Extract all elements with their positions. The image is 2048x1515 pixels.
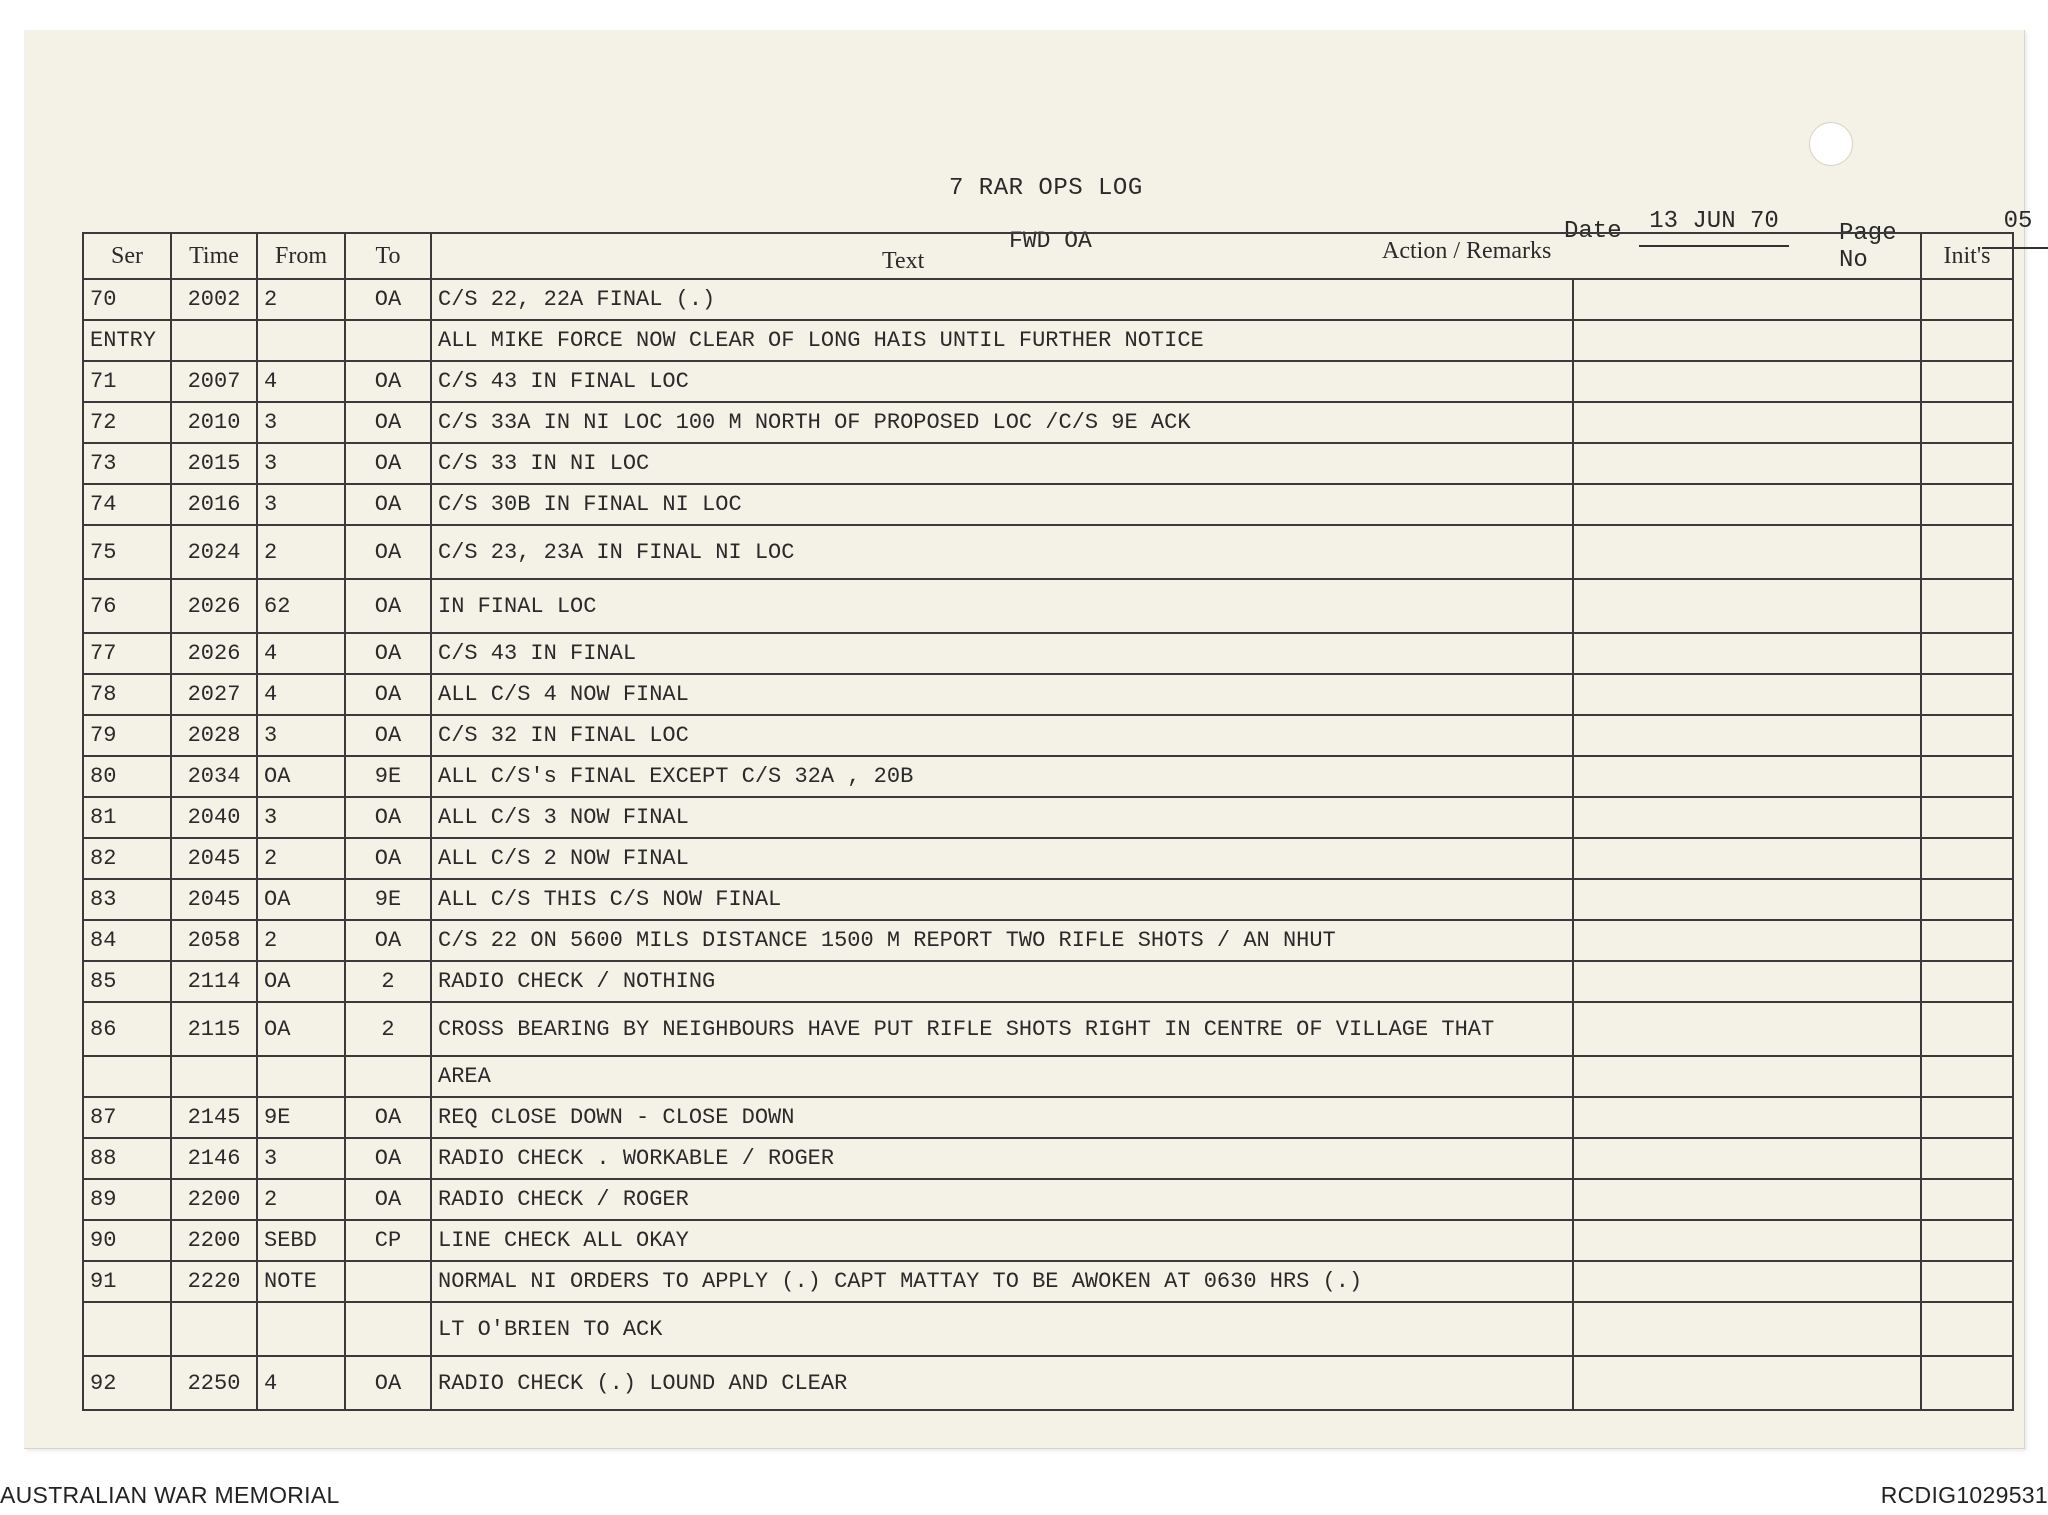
cell-text: C/S 23, 23A IN FINAL NI LOC: [431, 525, 1573, 579]
cell-text: RADIO CHECK (.) LOUND AND CLEAR: [431, 1356, 1573, 1410]
cell-inits: [1921, 279, 2013, 320]
cell-text: CROSS BEARING BY NEIGHBOURS HAVE PUT RIFLE SHOTS RIGHT IN CENTRE OF VILLAGE THAT: [431, 1002, 1573, 1056]
cell-to: CP: [345, 1220, 431, 1261]
cell-time: 2026: [171, 579, 257, 633]
cell-to: [345, 320, 431, 361]
footer-record-id: RCDIG1029531: [1880, 1482, 2048, 1508]
cell-to: [345, 1302, 431, 1356]
cell-action: [1573, 1179, 1921, 1220]
date-value: 13 JUN 70: [1639, 208, 1789, 247]
cell-from: 2: [257, 838, 345, 879]
cell-from: OA: [257, 961, 345, 1002]
punch-hole: [1809, 122, 1853, 166]
date-label: Date: [1564, 218, 1622, 245]
table-row: [83, 525, 2013, 579]
cell-inits: [1921, 361, 2013, 402]
table-row: [83, 879, 2013, 920]
cell-action: [1573, 1002, 1921, 1056]
table-row: [83, 361, 2013, 402]
table-row: [83, 633, 2013, 674]
cell-from: [257, 1056, 345, 1097]
cell-from: 4: [257, 674, 345, 715]
cell-time: 2027: [171, 674, 257, 715]
cell-from: OA: [257, 756, 345, 797]
cell-inits: [1921, 1002, 2013, 1056]
cell-ser: 84: [83, 920, 171, 961]
cell-to: OA: [345, 797, 431, 838]
cell-ser: 71: [83, 361, 171, 402]
cell-to: OA: [345, 579, 431, 633]
cell-time: 2220: [171, 1261, 257, 1302]
header-action: Action / Remarks: [1382, 238, 1552, 264]
cell-time: 2028: [171, 715, 257, 756]
cell-to: OA: [345, 838, 431, 879]
header-text-action: [431, 233, 1921, 279]
table-row: [83, 320, 2013, 361]
document-subtitle: FWD OA: [1009, 228, 1092, 254]
header-ser: Ser: [83, 233, 171, 279]
cell-from: 4: [257, 633, 345, 674]
cell-text: LT O'BRIEN TO ACK: [431, 1302, 1573, 1356]
cell-text: ALL C/S 2 NOW FINAL: [431, 838, 1573, 879]
table-row: [83, 279, 2013, 320]
cell-time: 2026: [171, 633, 257, 674]
table-row: [83, 715, 2013, 756]
table-row: [83, 443, 2013, 484]
cell-time: 2145: [171, 1097, 257, 1138]
cell-text: C/S 43 IN FINAL LOC: [431, 361, 1573, 402]
cell-time: 2045: [171, 879, 257, 920]
page-value: 05: [1982, 208, 2048, 249]
cell-ser: 90: [83, 1220, 171, 1261]
cell-inits: [1921, 525, 2013, 579]
cell-text: ALL C/S 4 NOW FINAL: [431, 674, 1573, 715]
cell-time: 2115: [171, 1002, 257, 1056]
cell-text: C/S 30B IN FINAL NI LOC: [431, 484, 1573, 525]
cell-from: [257, 320, 345, 361]
cell-action: [1573, 279, 1921, 320]
cell-inits: [1921, 320, 2013, 361]
cell-inits: [1921, 1261, 2013, 1302]
cell-time: 2114: [171, 961, 257, 1002]
cell-from: NOTE: [257, 1261, 345, 1302]
cell-ser: 88: [83, 1138, 171, 1179]
cell-text: REQ CLOSE DOWN - CLOSE DOWN: [431, 1097, 1573, 1138]
cell-to: OA: [345, 920, 431, 961]
cell-time: 2016: [171, 484, 257, 525]
cell-ser: 91: [83, 1261, 171, 1302]
cell-time: 2007: [171, 361, 257, 402]
cell-from: 2: [257, 920, 345, 961]
header-time: Time: [171, 233, 257, 279]
cell-text: ALL C/S THIS C/S NOW FINAL: [431, 879, 1573, 920]
cell-ser: 78: [83, 674, 171, 715]
table-row: [83, 838, 2013, 879]
cell-action: [1573, 920, 1921, 961]
cell-text: ALL MIKE FORCE NOW CLEAR OF LONG HAIS UNTIL FURTHER NOTICE: [431, 320, 1573, 361]
cell-time: 2200: [171, 1220, 257, 1261]
cell-ser: 85: [83, 961, 171, 1002]
table-row: [83, 797, 2013, 838]
cell-time: 2146: [171, 1138, 257, 1179]
cell-action: [1573, 484, 1921, 525]
cell-ser: 86: [83, 1002, 171, 1056]
cell-to: 9E: [345, 756, 431, 797]
table-row: [83, 1138, 2013, 1179]
cell-inits: [1921, 715, 2013, 756]
cell-to: OA: [345, 1138, 431, 1179]
cell-action: [1573, 1220, 1921, 1261]
cell-to: OA: [345, 1179, 431, 1220]
cell-action: [1573, 320, 1921, 361]
cell-time: 2010: [171, 402, 257, 443]
table-row: [83, 920, 2013, 961]
cell-from: 3: [257, 484, 345, 525]
cell-to: OA: [345, 484, 431, 525]
cell-time: 2058: [171, 920, 257, 961]
cell-action: [1573, 443, 1921, 484]
header-to: To: [345, 233, 431, 279]
table-header-row: [83, 233, 2013, 279]
cell-from: 62: [257, 579, 345, 633]
cell-action: [1573, 633, 1921, 674]
cell-inits: [1921, 1356, 2013, 1410]
cell-ser: 74: [83, 484, 171, 525]
cell-text: ALL C/S's FINAL EXCEPT C/S 32A , 20B: [431, 756, 1573, 797]
cell-to: OA: [345, 1356, 431, 1410]
cell-action: [1573, 838, 1921, 879]
table-row: [83, 1356, 2013, 1410]
cell-inits: [1921, 838, 2013, 879]
cell-time: [171, 1302, 257, 1356]
cell-text: NORMAL NI ORDERS TO APPLY (.) CAPT MATTAY TO BE AWOKEN AT 0630 HRS (.): [431, 1261, 1573, 1302]
table-row: [83, 961, 2013, 1002]
cell-from: [257, 1302, 345, 1356]
cell-to: OA: [345, 633, 431, 674]
cell-action: [1573, 579, 1921, 633]
cell-time: 2045: [171, 838, 257, 879]
table-row: [83, 1002, 2013, 1056]
cell-action: [1573, 1261, 1921, 1302]
cell-ser: [83, 1302, 171, 1356]
log-body: [83, 279, 2013, 1410]
cell-from: 3: [257, 797, 345, 838]
cell-ser: 87: [83, 1097, 171, 1138]
cell-inits: [1921, 674, 2013, 715]
cell-to: OA: [345, 402, 431, 443]
cell-inits: [1921, 961, 2013, 1002]
cell-ser: 70: [83, 279, 171, 320]
cell-text: RADIO CHECK / NOTHING: [431, 961, 1573, 1002]
cell-action: [1573, 756, 1921, 797]
cell-action: [1573, 1302, 1921, 1356]
table-row: [83, 402, 2013, 443]
cell-from: 9E: [257, 1097, 345, 1138]
cell-inits: [1921, 1302, 2013, 1356]
cell-action: [1573, 1097, 1921, 1138]
cell-ser: 76: [83, 579, 171, 633]
cell-text: C/S 22, 22A FINAL (.): [431, 279, 1573, 320]
cell-text: IN FINAL LOC: [431, 579, 1573, 633]
cell-from: 4: [257, 1356, 345, 1410]
cell-action: [1573, 1138, 1921, 1179]
cell-action: [1573, 402, 1921, 443]
table-row: [83, 756, 2013, 797]
cell-time: 2200: [171, 1179, 257, 1220]
cell-inits: [1921, 797, 2013, 838]
header-from: From: [257, 233, 345, 279]
cell-to: [345, 1261, 431, 1302]
cell-action: [1573, 674, 1921, 715]
cell-inits: [1921, 1056, 2013, 1097]
cell-time: [171, 320, 257, 361]
cell-inits: [1921, 579, 2013, 633]
cell-action: [1573, 797, 1921, 838]
cell-text: RADIO CHECK / ROGER: [431, 1179, 1573, 1220]
cell-text: RADIO CHECK . WORKABLE / ROGER: [431, 1138, 1573, 1179]
cell-text: C/S 33 IN NI LOC: [431, 443, 1573, 484]
cell-from: 3: [257, 443, 345, 484]
cell-to: OA: [345, 361, 431, 402]
cell-ser: 77: [83, 633, 171, 674]
cell-to: 2: [345, 961, 431, 1002]
cell-from: SEBD: [257, 1220, 345, 1261]
cell-ser: 81: [83, 797, 171, 838]
cell-time: 2034: [171, 756, 257, 797]
cell-inits: [1921, 1097, 2013, 1138]
cell-text: LINE CHECK ALL OKAY: [431, 1220, 1573, 1261]
cell-text: C/S 33A IN NI LOC 100 M NORTH OF PROPOSED LOC /C/S 9E ACK: [431, 402, 1573, 443]
cell-time: 2024: [171, 525, 257, 579]
cell-inits: [1921, 633, 2013, 674]
cell-inits: [1921, 443, 2013, 484]
page-label: Page No: [1839, 220, 1897, 274]
cell-ser: 80: [83, 756, 171, 797]
document-title: 7 RAR OPS LOG: [949, 175, 1143, 202]
cell-to: OA: [345, 279, 431, 320]
cell-time: 2250: [171, 1356, 257, 1410]
cell-ser: ENTRY: [83, 320, 171, 361]
cell-time: 2002: [171, 279, 257, 320]
cell-inits: [1921, 1138, 2013, 1179]
cell-to: [345, 1056, 431, 1097]
cell-text: C/S 43 IN FINAL: [431, 633, 1573, 674]
cell-to: OA: [345, 525, 431, 579]
cell-inits: [1921, 920, 2013, 961]
cell-action: [1573, 361, 1921, 402]
cell-action: [1573, 961, 1921, 1002]
ops-log-table: [82, 232, 2014, 1411]
cell-text: C/S 22 ON 5600 MILS DISTANCE 1500 M REPORT TWO RIFLE SHOTS / AN NHUT: [431, 920, 1573, 961]
cell-from: 3: [257, 402, 345, 443]
header-text: Text: [882, 248, 925, 274]
cell-time: 2040: [171, 797, 257, 838]
cell-ser: 92: [83, 1356, 171, 1410]
cell-inits: [1921, 484, 2013, 525]
cell-ser: 89: [83, 1179, 171, 1220]
cell-action: [1573, 1356, 1921, 1410]
cell-text: C/S 32 IN FINAL LOC: [431, 715, 1573, 756]
cell-ser: 83: [83, 879, 171, 920]
cell-action: [1573, 1056, 1921, 1097]
cell-from: 4: [257, 361, 345, 402]
cell-action: [1573, 525, 1921, 579]
cell-from: 2: [257, 1179, 345, 1220]
cell-text: AREA: [431, 1056, 1573, 1097]
cell-inits: [1921, 756, 2013, 797]
cell-ser: 72: [83, 402, 171, 443]
cell-to: 2: [345, 1002, 431, 1056]
cell-time: 2015: [171, 443, 257, 484]
table-row: [83, 1056, 2013, 1097]
table-row: [83, 484, 2013, 525]
cell-inits: [1921, 402, 2013, 443]
table-row: [83, 1220, 2013, 1261]
cell-inits: [1921, 1220, 2013, 1261]
cell-ser: 82: [83, 838, 171, 879]
table-row: [83, 579, 2013, 633]
cell-to: OA: [345, 1097, 431, 1138]
table-row: [83, 1302, 2013, 1356]
cell-from: OA: [257, 1002, 345, 1056]
table-row: [83, 1097, 2013, 1138]
table-row: [83, 674, 2013, 715]
cell-ser: 79: [83, 715, 171, 756]
cell-text: ALL C/S 3 NOW FINAL: [431, 797, 1573, 838]
table-row: [83, 1179, 2013, 1220]
header-inits: Init's: [1921, 233, 2013, 279]
cell-from: 2: [257, 525, 345, 579]
cell-from: 3: [257, 1138, 345, 1179]
cell-from: 3: [257, 715, 345, 756]
cell-action: [1573, 715, 1921, 756]
cell-action: [1573, 879, 1921, 920]
cell-to: OA: [345, 674, 431, 715]
cell-to: OA: [345, 443, 431, 484]
cell-inits: [1921, 879, 2013, 920]
footer-archive-name: AUSTRALIAN WAR MEMORIAL: [0, 1482, 340, 1508]
cell-ser: 75: [83, 525, 171, 579]
table-row: [83, 1261, 2013, 1302]
cell-ser: 73: [83, 443, 171, 484]
cell-to: OA: [345, 715, 431, 756]
cell-inits: [1921, 1179, 2013, 1220]
cell-from: 2: [257, 279, 345, 320]
cell-to: 9E: [345, 879, 431, 920]
cell-from: OA: [257, 879, 345, 920]
cell-time: [171, 1056, 257, 1097]
cell-ser: [83, 1056, 171, 1097]
